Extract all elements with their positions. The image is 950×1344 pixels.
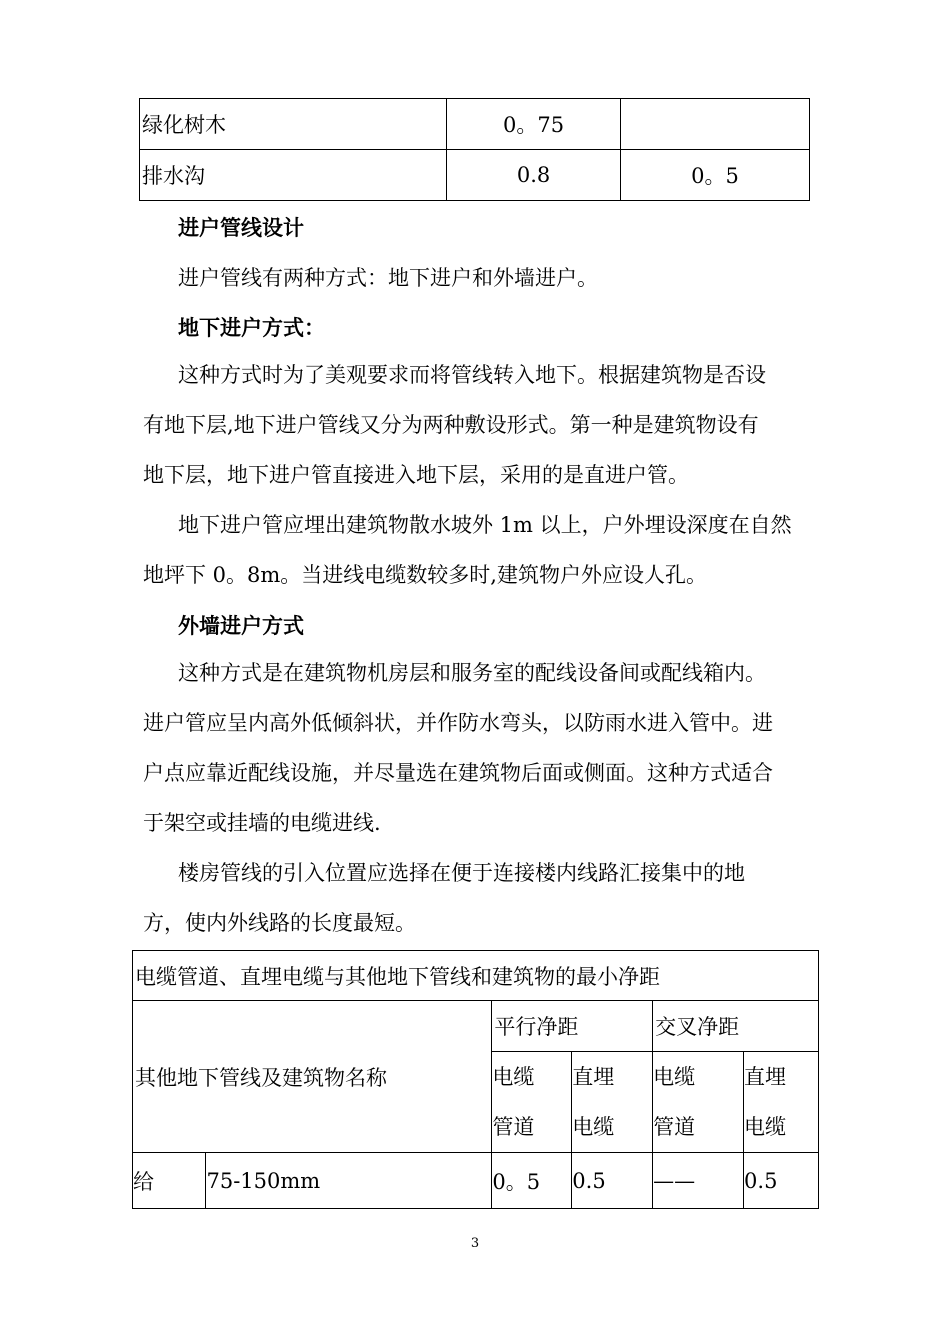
value-cell: 0.5 xyxy=(572,1153,653,1209)
subheader-cell xyxy=(492,1052,572,1153)
text-line: 楼房管线的引入位置应选择在便于连接楼内线路汇接集中的地 xyxy=(178,861,745,885)
value-cell: 0.5 xyxy=(744,1153,819,1209)
subheader-cell xyxy=(572,1052,653,1153)
name-header: 其他地下管线及建筑物名称 xyxy=(133,1001,492,1153)
table-cell-cross xyxy=(621,99,810,150)
text-line: 于架空或挂墙的电缆进线. xyxy=(143,811,381,835)
page-number: 3 xyxy=(470,1236,480,1251)
text-line: 地下层，地下进户管直接进入地下层，采用的是直进户管。 xyxy=(143,463,689,487)
table-row xyxy=(140,99,810,150)
clearance-table-bottom xyxy=(132,950,819,1209)
subheader-line: 电缆 xyxy=(744,1115,787,1139)
intro-paragraph: 进户管线有两种方式：地下进户和外墙进户。 xyxy=(178,266,598,290)
text-line: 有地下层,地下进户管线又分为两种敷设形式。第一种是建筑物设有 xyxy=(143,413,759,437)
text-line: 方，使内外线路的长度最短。 xyxy=(143,911,416,935)
subheader-line: 直埋 xyxy=(744,1065,787,1089)
text-line: 进户管应呈内高外低倾斜状，并作防水弯头，以防雨水进入管中。进 xyxy=(143,711,773,735)
cross-header: 交叉净距 xyxy=(653,1001,819,1052)
table-caption-row xyxy=(133,951,819,1001)
subheader-line: 直埋 xyxy=(572,1065,615,1089)
table-cell-name: 排水沟 xyxy=(140,150,447,201)
underground-title: 地下进户方式： xyxy=(178,315,325,340)
value-cell: —— xyxy=(653,1153,744,1209)
section-title: 进户管线设计 xyxy=(178,215,304,240)
subheader-cell xyxy=(653,1052,744,1153)
wall-title: 外墙进户方式 xyxy=(178,613,304,638)
spec-cell: 75-150mm xyxy=(206,1153,492,1209)
clearance-table-top xyxy=(139,98,810,201)
table-caption: 电缆管道、直埋电缆与其他地下管线和建筑物的最小净距 xyxy=(133,951,819,1001)
parallel-header: 平行净距 xyxy=(492,1001,653,1052)
table-cell-parallel: 0。75 xyxy=(447,99,621,150)
subheader-line: 电缆 xyxy=(653,1065,696,1089)
subheader-line: 管道 xyxy=(653,1115,696,1139)
wall-paragraph-1 xyxy=(143,648,823,848)
subheader-line: 管道 xyxy=(492,1115,535,1139)
table-row xyxy=(133,1153,819,1209)
subheader-line: 电缆 xyxy=(492,1065,535,1089)
text-line: 户点应靠近配线设施，并尽量选在建筑物后面或侧面。这种方式适合 xyxy=(143,761,773,785)
subheader-line: 电缆 xyxy=(572,1115,615,1139)
value-cell: 0。5 xyxy=(492,1153,572,1209)
table-header-row xyxy=(133,1001,819,1052)
table-cell-cross: 0。5 xyxy=(621,150,810,201)
table-cell-name: 绿化树木 xyxy=(140,99,447,150)
text-line: 这种方式时为了美观要求而将管线转入地下。根据建筑物是否设 xyxy=(178,363,766,387)
text-line: 地坪下 0。8m。当进线电缆数较多时,建筑物户外应设人孔。 xyxy=(143,563,707,587)
wall-paragraph-2 xyxy=(143,848,823,948)
table-row xyxy=(140,150,810,201)
subheader-cell xyxy=(744,1052,819,1153)
category-cell: 给 xyxy=(133,1153,206,1209)
table-cell-parallel: 0.8 xyxy=(447,150,621,201)
text-line: 地下进户管应埋出建筑物散水坡外 1m 以上，户外埋设深度在自然 xyxy=(178,513,792,537)
text-line: 这种方式是在建筑物机房层和服务室的配线设备间或配线箱内。 xyxy=(178,661,766,685)
underground-paragraph-2 xyxy=(143,500,823,600)
underground-paragraph-1 xyxy=(143,350,823,500)
